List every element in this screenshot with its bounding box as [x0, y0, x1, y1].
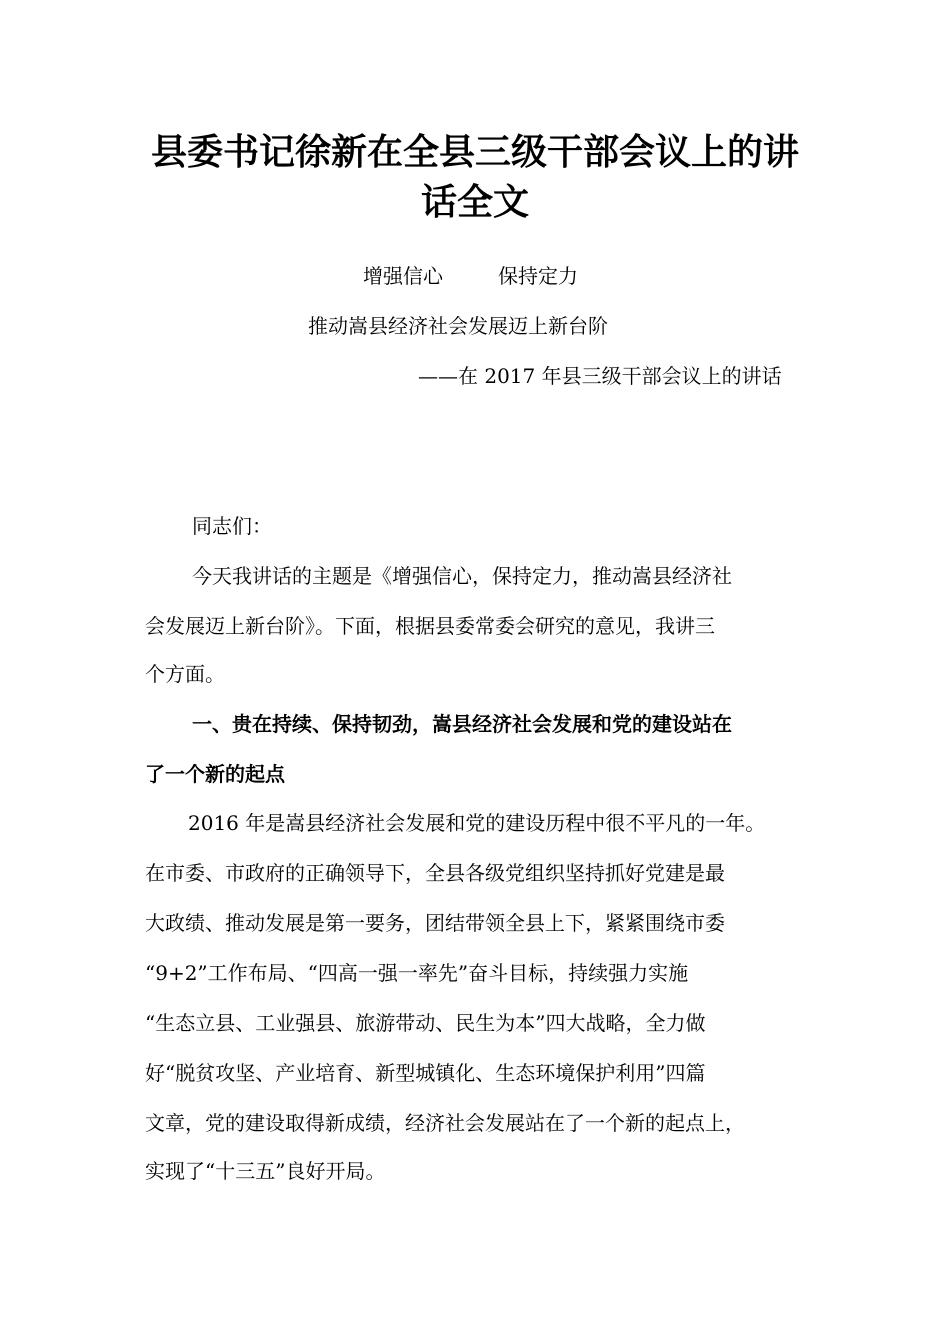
subtitle-phrase-2: 保持定力: [498, 264, 578, 288]
subtitle-line-2: 推动嵩县经济社会发展迈上新台阶: [308, 314, 608, 338]
section-body-line-4: “9+2”工作布局、“四高一强一率先”奋斗目标，持续强力实施: [145, 961, 689, 985]
section-body-line-7: 文章，党的建设取得新成绩，经济社会发展站在了一个新的起点上，: [145, 1111, 745, 1135]
document-title-line-1: 县委书记徐新在全县三级干部会议上的讲: [150, 131, 799, 173]
intro-line-2: 会发展迈上新台阶》。下面，根据县委常委会研究的意见，我讲三: [145, 614, 715, 638]
section-body-line-8: 实现了“十三五”良好开局。: [145, 1159, 386, 1183]
section-body-line-3: 大政绩、推动发展是第一要务，团结带领全县上下，紧紧围绕市委: [145, 911, 725, 935]
document-title-line-2: 话全文: [420, 181, 529, 223]
section-body-line-5: “生态立县、工业强县、旅游带动、民生为本”四大战略，全力做: [145, 1011, 706, 1035]
salutation: 同志们：: [192, 514, 272, 538]
intro-line-3: 个方面。: [145, 662, 225, 686]
subtitle-phrase-1: 增强信心: [363, 264, 443, 288]
section-body-line-6: 好“脱贫攻坚、产业培育、新型城镇化、生态环境保护利用”四篇: [145, 1061, 706, 1085]
section-body-line-2: 在市委、市政府的正确领导下，全县各级党组织坚持抓好党建是最: [145, 861, 725, 885]
subtitle-occasion: ——在 2017 年县三级干部会议上的讲话: [418, 364, 782, 388]
section-body-line-1: 2016 年是嵩县经济社会发展和党的建设历程中很不平凡的一年。: [188, 811, 766, 835]
section-heading-line-2: 了一个新的起点: [145, 762, 285, 786]
section-heading-line-1: 一、贵在持续、保持韧劲，嵩县经济社会发展和党的建设站在: [192, 712, 732, 736]
intro-line-1: 今天我讲话的主题是《增强信心，保持定力，推动嵩县经济社: [192, 564, 732, 588]
